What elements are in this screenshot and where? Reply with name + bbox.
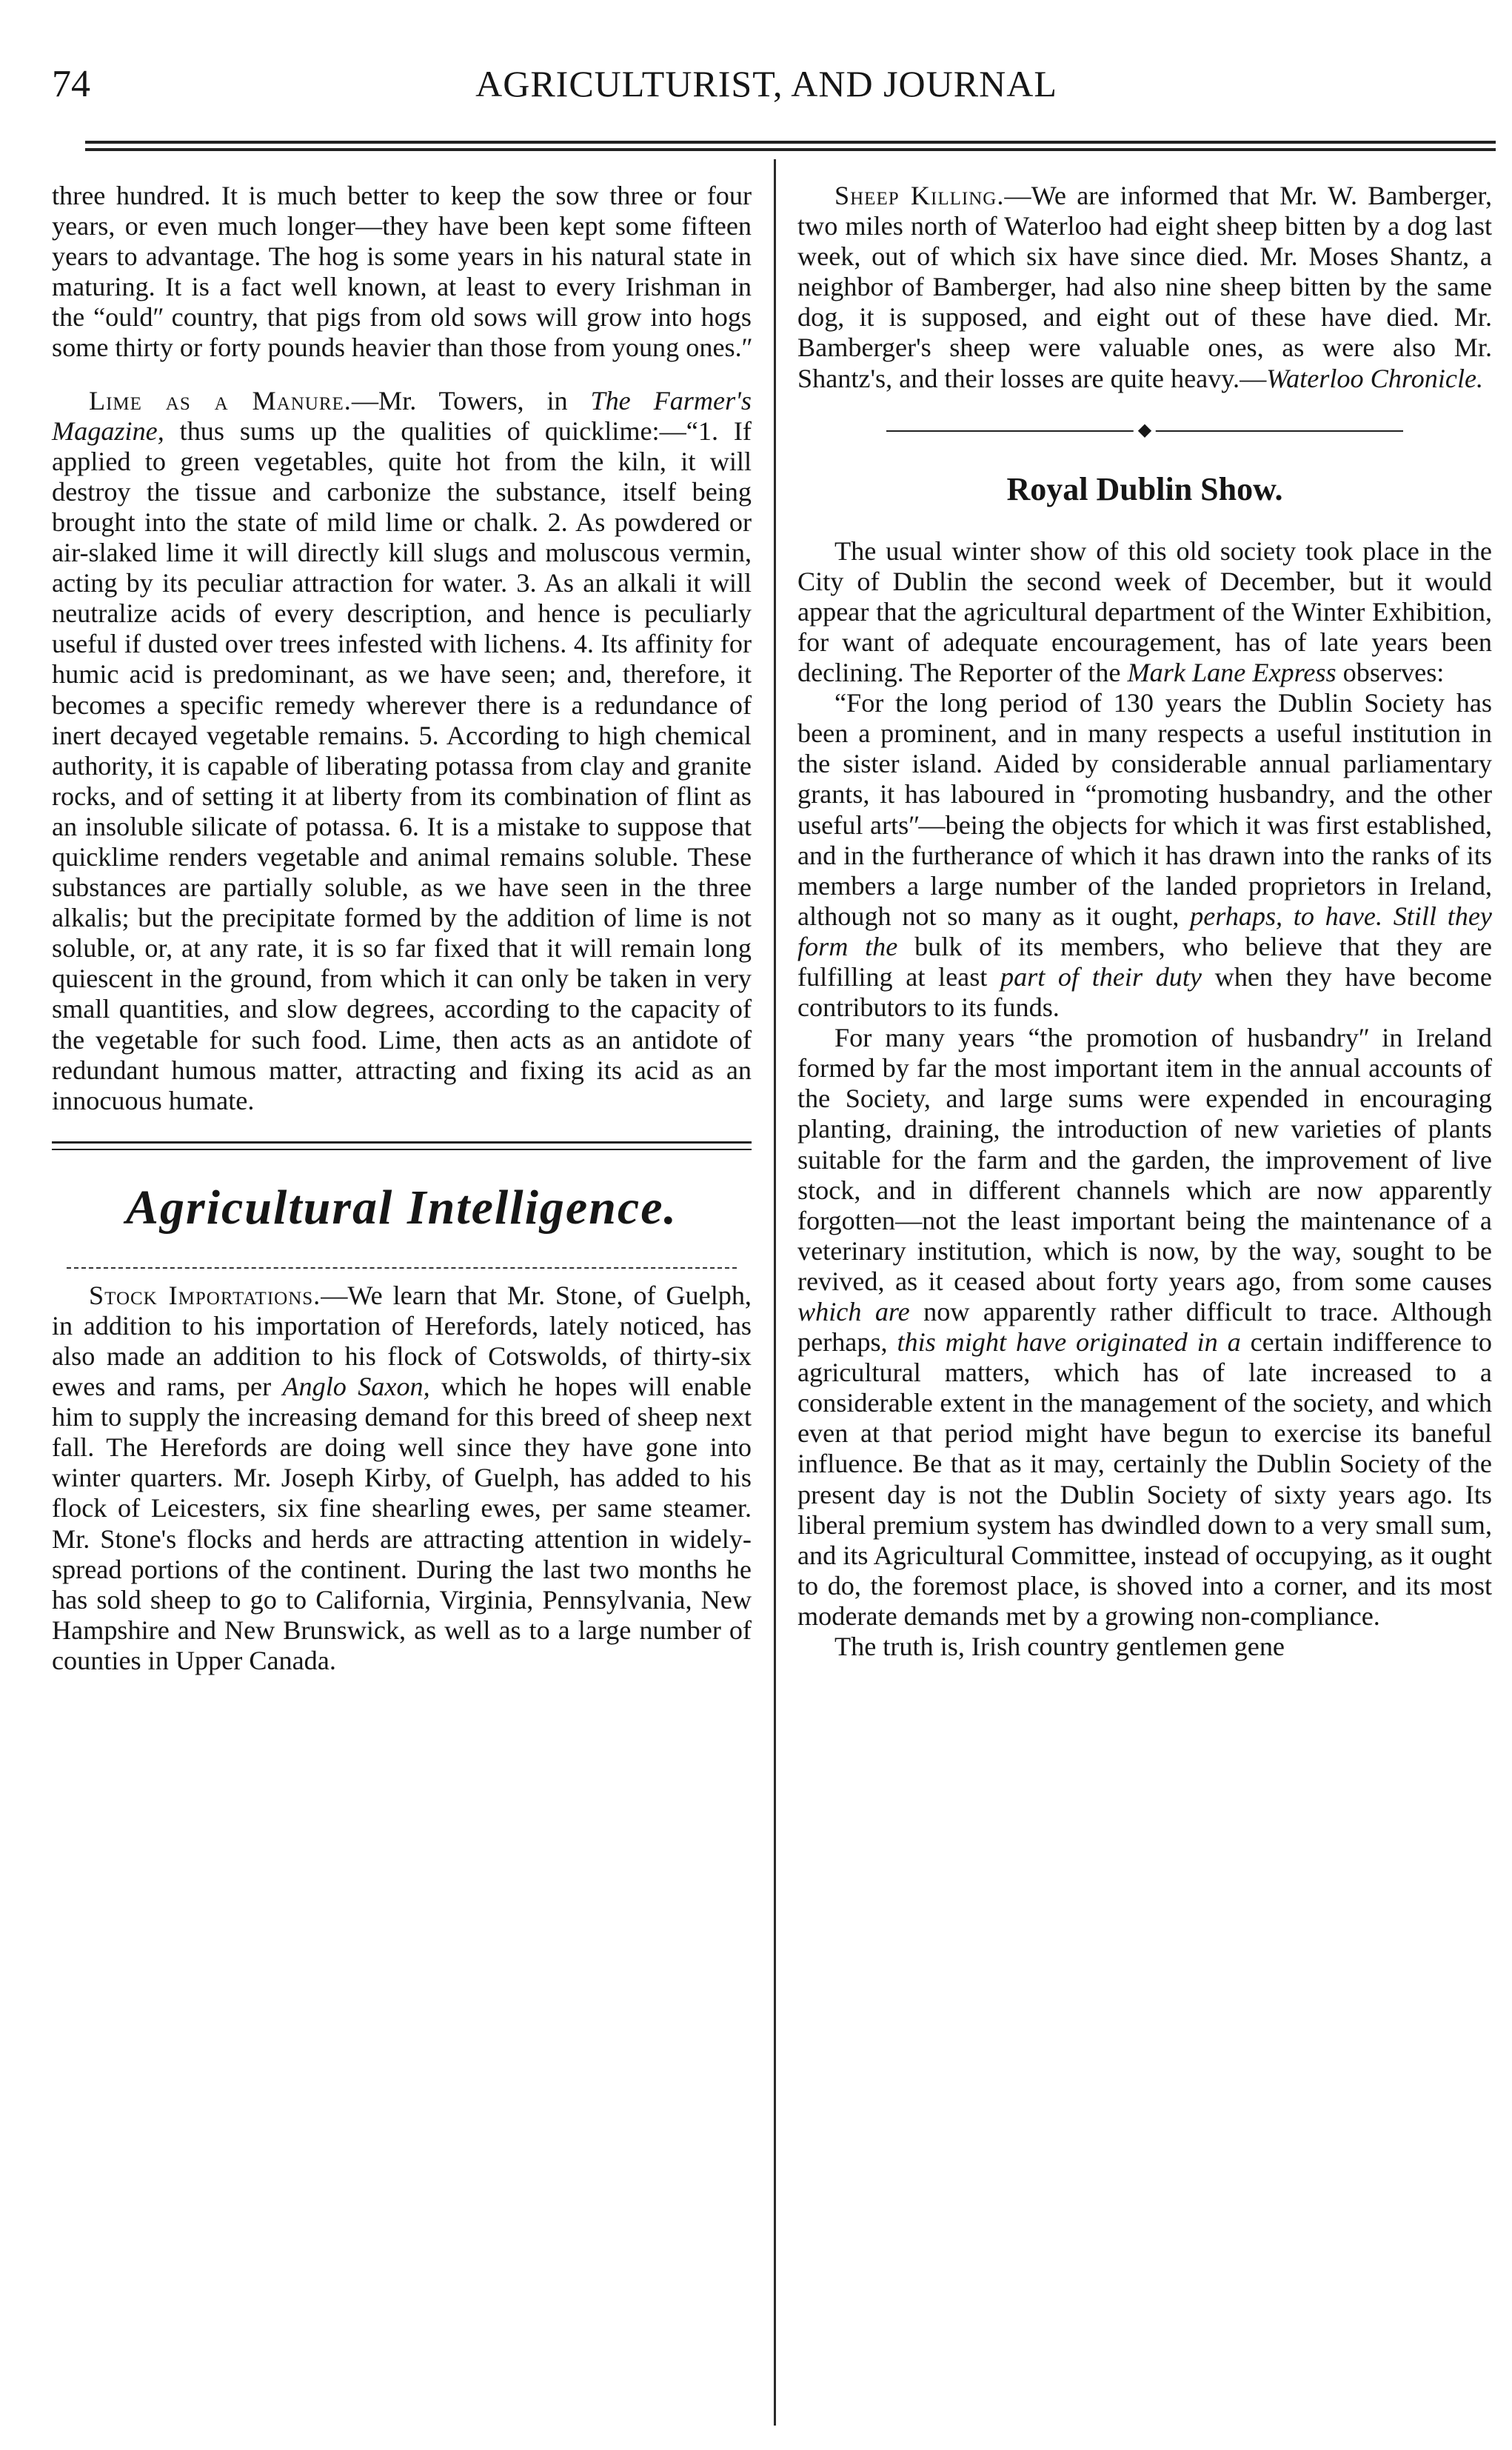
page-header: [52, 58, 1481, 110]
run-in-title-lime: Lime as a Manure.: [89, 385, 352, 415]
dublin-p3-text-b: now apparently rather difficult to trace. Although perhaps,: [797, 1297, 1492, 1358]
paragraph-stock-importations: [52, 1281, 752, 1676]
dublin-p2-text-b: bulk of its members, who believe that they are fulfilling at least: [797, 931, 1492, 992]
run-in-title-stock: Stock Importations.: [89, 1280, 321, 1310]
diamond-ornament-icon: ◆: [1134, 420, 1156, 441]
lime-text-b: thus sums up the qualities of quicklime:—“1. If applied to green vegetables, quite hot from the kiln, it will destroy the tissue and carbonize the substance, itself being brought into the state of mild lime or chalk. 2. As powdered or air-slaked lime it will directly kill slugs and moluscous vermin, acting by its peculiar attraction for water. 3. As an alkali it will neutralize acids of every description, and hence is peculiarly useful if dusted over trees infested with lichens. 4. Its affinity for humic acid is predominant, as we have seen; and, therefore, it becomes a specific remedy wherever there is a redundance of inert decayed vegetable remains. 5. According to high chemical authority, it is capable of liberating potassa from clay and granite rocks, and of setting it at liberty from its combination of flint as an insoluble silicate of potassa. 6. It is a mistake to suppose that quicklime renders vegetable and animal remains soluble. These substances are partially soluble, as we have seen in the three alkalis; but the precipitate formed by the addition of lime is not soluble, or, at any rate, it is so far fixed that it will remain long quiescent in the ground, from which it can only be taken in very small quantities, and slow degrees, according to the capacity of the vegetable for such food. Lime, then acts as an antidote of redundant humous matter, attracting and fixing its acid as an innocuous humate.: [52, 415, 752, 1115]
section-heading-agricultural-intelligence: Agricultural Intelligence.: [125, 1180, 678, 1235]
lime-source: The Farmer's Magazine,: [52, 385, 752, 446]
dublin-p3-italic: which are: [797, 1297, 910, 1326]
paragraph-dublin-1: [797, 536, 1492, 688]
stock-ship-name: Anglo Saxon,: [282, 1372, 430, 1402]
dublin-p3-italic-2: this might have originated in a: [897, 1327, 1241, 1358]
run-in-title-sheep: Sheep Killing.: [834, 181, 1005, 210]
right-column: [797, 181, 1492, 1662]
spacer: [52, 364, 752, 386]
stock-text-b: which he hopes will enable him to supply the increasing demand for this breed of sheep next fall. The Herefords are doing well since they have gone into winter quarters. Mr. Joseph Kirby, of Guelph, has added to his flock of Leicesters, six fine shearling ewes, per same steamer. Mr. Stone's flocks and herds are attracting attention in widely-spread portions of the continent. During the last two months he has sold sheep to go to California, Virginia, Pennsylvania, New Hampshire and New Brunswick, as well as to a large number of counties in Upper Canada.: [52, 1372, 752, 1675]
sheep-text: —We are informed that Mr. W. Bamberger, two miles north of Waterloo had eight sheep bitten by a dog last week, out of which six have since died. Mr. Moses Shantz, a neighbor of Bamberger, had also nine sheep bitten by the same dog, it is supposed, and eight out of these have died. Mr. Bamberger's sheep were valuable ones, as were also Mr. Shantz's, and their losses are quite heavy.—: [797, 181, 1492, 393]
dublin-p2-italic: perhaps, to have. Still they form the: [797, 901, 1492, 961]
dublin-p3-text-a: For many years “the promotion of husbandryʺ in Ireland formed by far the most important item in the annual accounts of the Society, and large sums were expended in encouraging planting, draining, the introduction of new varieties of plants suitable for the farm and the garden, the improvement of live stock, and in different channels which are now apparently forgotten—not the least important being the maintenance of a veterinary institution, which is now, by the way, sought to be revived, as it ceased about forty years ago, from some causes: [797, 1023, 1492, 1296]
section-rule: [52, 1131, 752, 1165]
paragraph-dublin-2: [797, 688, 1492, 1023]
section-heading-royal-dublin-show: Royal Dublin Show.: [1006, 470, 1283, 507]
dublin-p1-source: Mark Lane Express: [1127, 658, 1337, 688]
paragraph-dublin-4: The truth is, Irish country gentlemen gene: [834, 1632, 1285, 1662]
paragraph-lime-manure: [52, 386, 752, 1116]
dublin-p2-text-c: when they have become contributors to its funds.: [797, 961, 1492, 1023]
column-divider: [774, 159, 776, 2426]
dublin-p2-italic-2: part of their duty: [1000, 961, 1202, 992]
page-number: 74: [52, 63, 90, 105]
running-title: AGRICULTURIST, AND JOURNAL: [475, 63, 1057, 104]
header-double-rule: [85, 141, 1496, 151]
paragraph-dublin-3: [797, 1023, 1492, 1632]
dublin-p2-text-a: “For the long period of 130 years the Dublin Society has been a prominent, and in many respects a useful institution in the sister island. Aided by considerable annual parliamentary grants, it has laboured in “promoting husbandry, and the other useful artsʺ—being the objects for which it was first established, and in the furtherance of which it has drawn into the ranks of its members a large number of the landed proprietors in Ireland, although not so many as it ought,: [797, 688, 1492, 931]
stock-text-a: —We learn that Mr. Stone, of Guelph, in addition to his importation of Herefords, lately noticed, has also made an addition to his flock of Cotswolds, of thirty-six ewes and rams, per: [52, 1280, 752, 1402]
dublin-p1-text-b: observes:: [1336, 658, 1445, 688]
dublin-p1-text-a: The usual winter show of this old society took place in the City of Dublin the second week of December, but it would appear that the agricultural department of the Winter Exhibition, for want of adequate encouragement, has of late years been declining. The Reporter of the: [797, 535, 1492, 688]
lime-text-a: —Mr. Towers, in: [351, 385, 591, 415]
sheep-source: Waterloo Chronicle.: [1266, 363, 1484, 393]
left-column: [52, 181, 752, 1676]
ornament-rule: [797, 394, 1492, 468]
dublin-p3-text-c: certain indifference to agricultural matters, which has of late increased to a considerable extent in the management of the society, and which even at that period might have begun to exercise its baneful influence. Be that as it may, certainly the Dublin Society of the present day is not the Dublin Society of sixty years ago. Its liberal premium system has dwindled down to a very small sum, and its Agricultural Committee, instead of occupying, as it ought to do, the foremost place, is shoved into a corner, and its most moderate demands met by a growing non-compliance.: [797, 1327, 1492, 1631]
short-rule: [52, 1260, 752, 1281]
paragraph-hog-continued: three hundred. It is much better to keep the sow three or four years, or even much longer—they have been kept some fifteen years to advantage. The hog is some years in his natural state in maturing. It is a fact well known, at least to every Irishman in the “ouldʺ country, that pigs from old sows will grow into hogs some thirty or forty pounds heavier than those from young ones.ʺ: [52, 181, 752, 363]
paragraph-sheep-killing: [797, 181, 1492, 394]
